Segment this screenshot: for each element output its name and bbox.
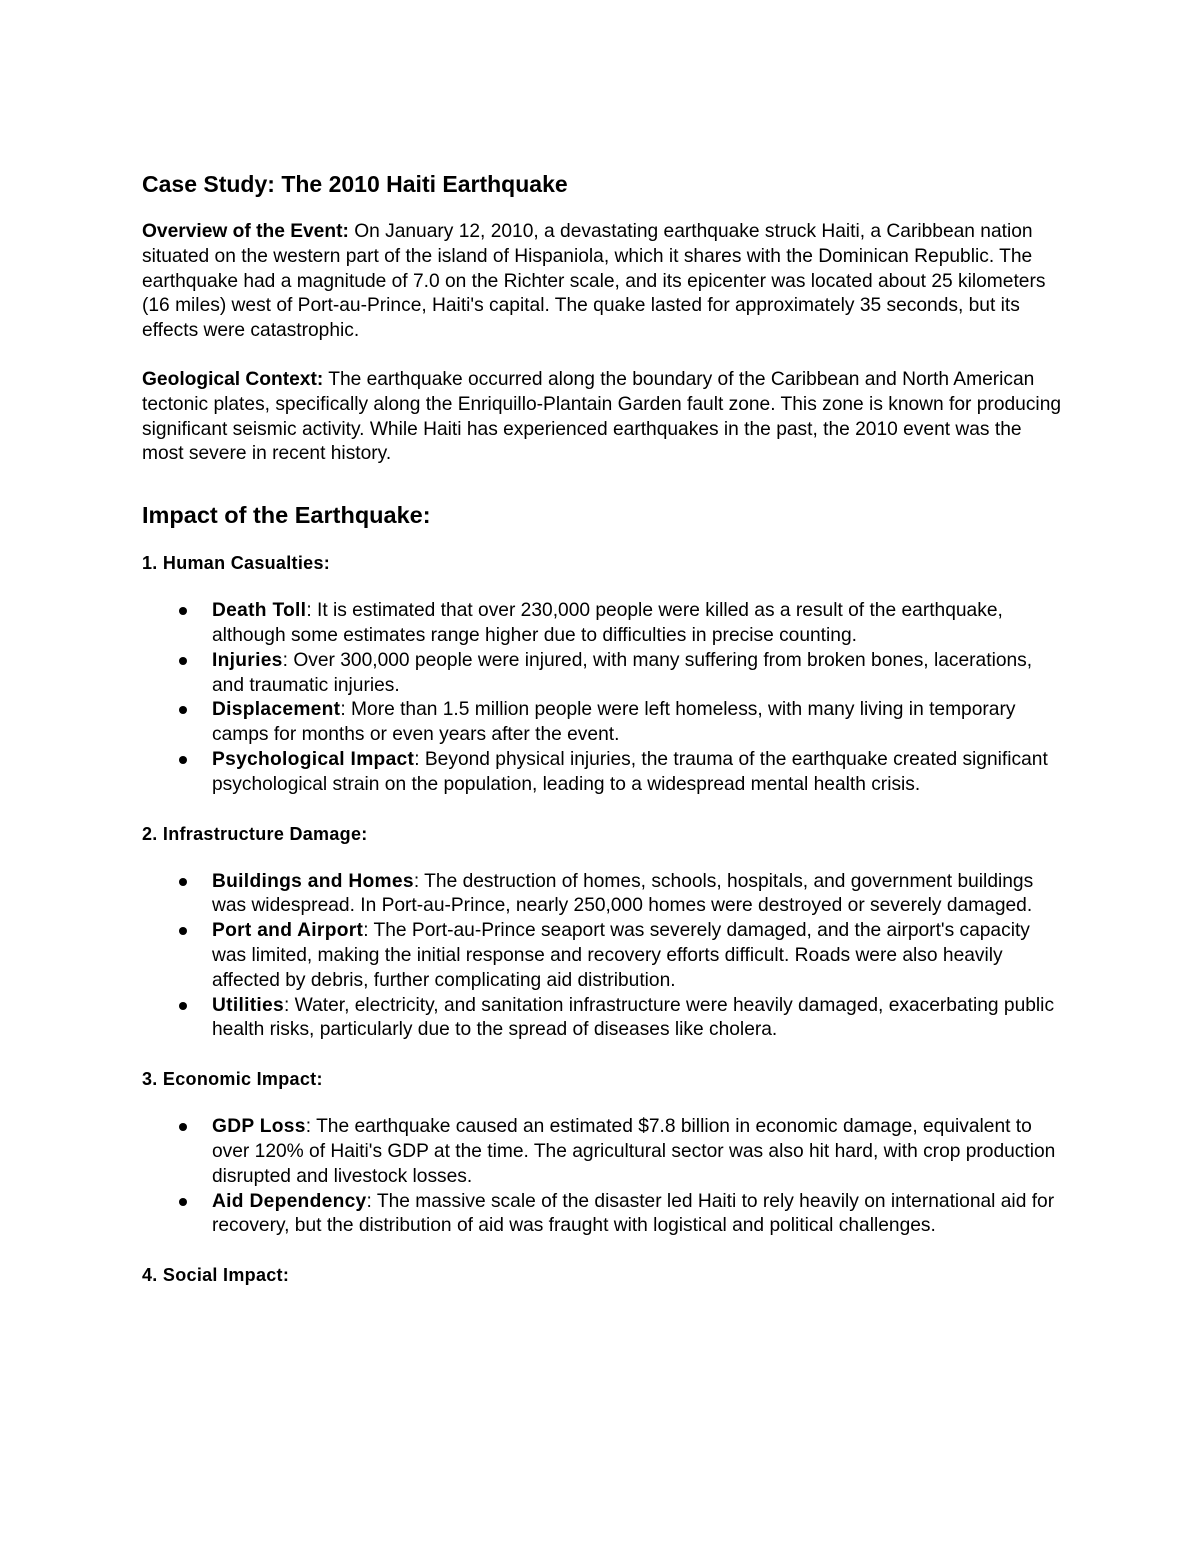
bullet-list (142, 870, 1062, 1044)
section-heading: 1. Human Casualties: (142, 553, 331, 574)
item-term: Utilities (212, 994, 285, 1016)
bullet-icon (179, 706, 187, 714)
list-item (142, 748, 1062, 798)
item-text: : The earthquake caused an estimated $7.8 billion in economic damage, equivalent to over 120% of Haiti's GDP at the time. The agricultural sector was also hit hard, with crop production disrupted and livestock losses. (212, 1116, 1056, 1187)
item-text: : The massive scale of the disaster led Haiti to rely heavily on international aid for recovery, but the distribution of aid was fraught with logistical and political challenges. (212, 1190, 1055, 1237)
item-text: : The destruction of homes, schools, hospitals, and government buildings was widespread. In Port-au-Prince, nearly 250,000 homes were destroyed or severely damaged. (212, 870, 1034, 917)
list-item (142, 1190, 1062, 1240)
list-item (142, 1115, 1062, 1189)
document-page (142, 168, 1062, 1287)
item-term: GDP Loss (212, 1116, 306, 1138)
item-text: : Water, electricity, and sanitation infrastructure were heavily damaged, exacerbating public health risks, particularly due to the spread of diseases like cholera. (212, 994, 1055, 1041)
bullet-icon (179, 1198, 187, 1206)
item-text: : Over 300,000 people were injured, with many suffering from broken bones, lacerations, and traumatic injuries. (212, 649, 1033, 696)
section-heading: 3. Economic Impact: (142, 1069, 323, 1090)
bullet-icon (179, 607, 187, 615)
item-term: Death Toll (212, 600, 307, 622)
item-term: Aid Dependency (212, 1190, 367, 1212)
item-text: : It is estimated that over 230,000 people were killed as a result of the earthquake, although some estimates range higher due to difficulties in precise counting. (212, 600, 1003, 646)
geological-text: The earthquake occurred along the boundary of the Caribbean and North American tectonic plates, specifically along the Enriquillo-Plantain Garden fault zone. This zone is known for producing significant seismic activity. While Haiti has experienced earthquakes in the past, the 2010 event was the most severe in recent history. (142, 368, 1062, 465)
section-heading: 2. Infrastructure Damage: (142, 823, 368, 844)
item-term: Buildings and Homes (212, 870, 414, 892)
list-item (142, 870, 1062, 920)
item-term: Port and Airport (212, 920, 364, 942)
impact-heading: Impact of the Earthquake: (142, 502, 431, 529)
list-item (142, 649, 1062, 699)
item-term: Psychological Impact (212, 748, 415, 770)
overview-label: Overview of the Event: (142, 221, 349, 242)
bullet-icon (179, 657, 187, 665)
list-item (142, 919, 1062, 993)
bullet-icon (179, 1002, 187, 1010)
item-text: : The Port-au-Prince seaport was severely damaged, and the airport's capacity was limited, making the initial response and recovery efforts difficult. Roads were also heavily affected by debris, further complicating aid distribution. (212, 920, 1030, 991)
overview-text: On January 12, 2010, a devastating earthquake struck Haiti, a Caribbean nation situated on the western part of the island of Hispaniola, which it shares with the Dominican Republic. The earthquake had a magnitude of 7.0 on the Richter scale, and its epicenter was located about 25 kilometers (16 miles) west of Port-au-Prince, Haiti's capital. The quake lasted for approximately 35 seconds, but its effects were catastrophic. (142, 221, 1046, 342)
item-term: Injuries (212, 649, 283, 671)
geological-label: Geological Context: (142, 368, 324, 390)
bullet-icon (179, 927, 187, 935)
list-item (142, 599, 1062, 649)
bullet-list (142, 599, 1062, 797)
list-item (142, 698, 1062, 748)
item-text: : More than 1.5 million people were left homeless, with many living in temporary camps for months or even years after the event. (212, 699, 1016, 746)
geological-paragraph (142, 368, 1062, 467)
item-text: : Beyond physical injuries, the trauma of the earthquake created significant psychological strain on the population, leading to a widespread mental health crisis. (212, 748, 1048, 795)
section-heading: 4. Social Impact: (142, 1265, 290, 1286)
item-term: Displacement (212, 699, 341, 721)
document-title: Case Study: The 2010 Haiti Earthquake (142, 171, 568, 197)
overview-paragraph (142, 220, 1062, 344)
list-item (142, 994, 1062, 1044)
bullet-icon (179, 878, 187, 886)
bullet-list (142, 1115, 1062, 1239)
bullet-icon (179, 756, 187, 764)
bullet-icon (179, 1123, 187, 1131)
